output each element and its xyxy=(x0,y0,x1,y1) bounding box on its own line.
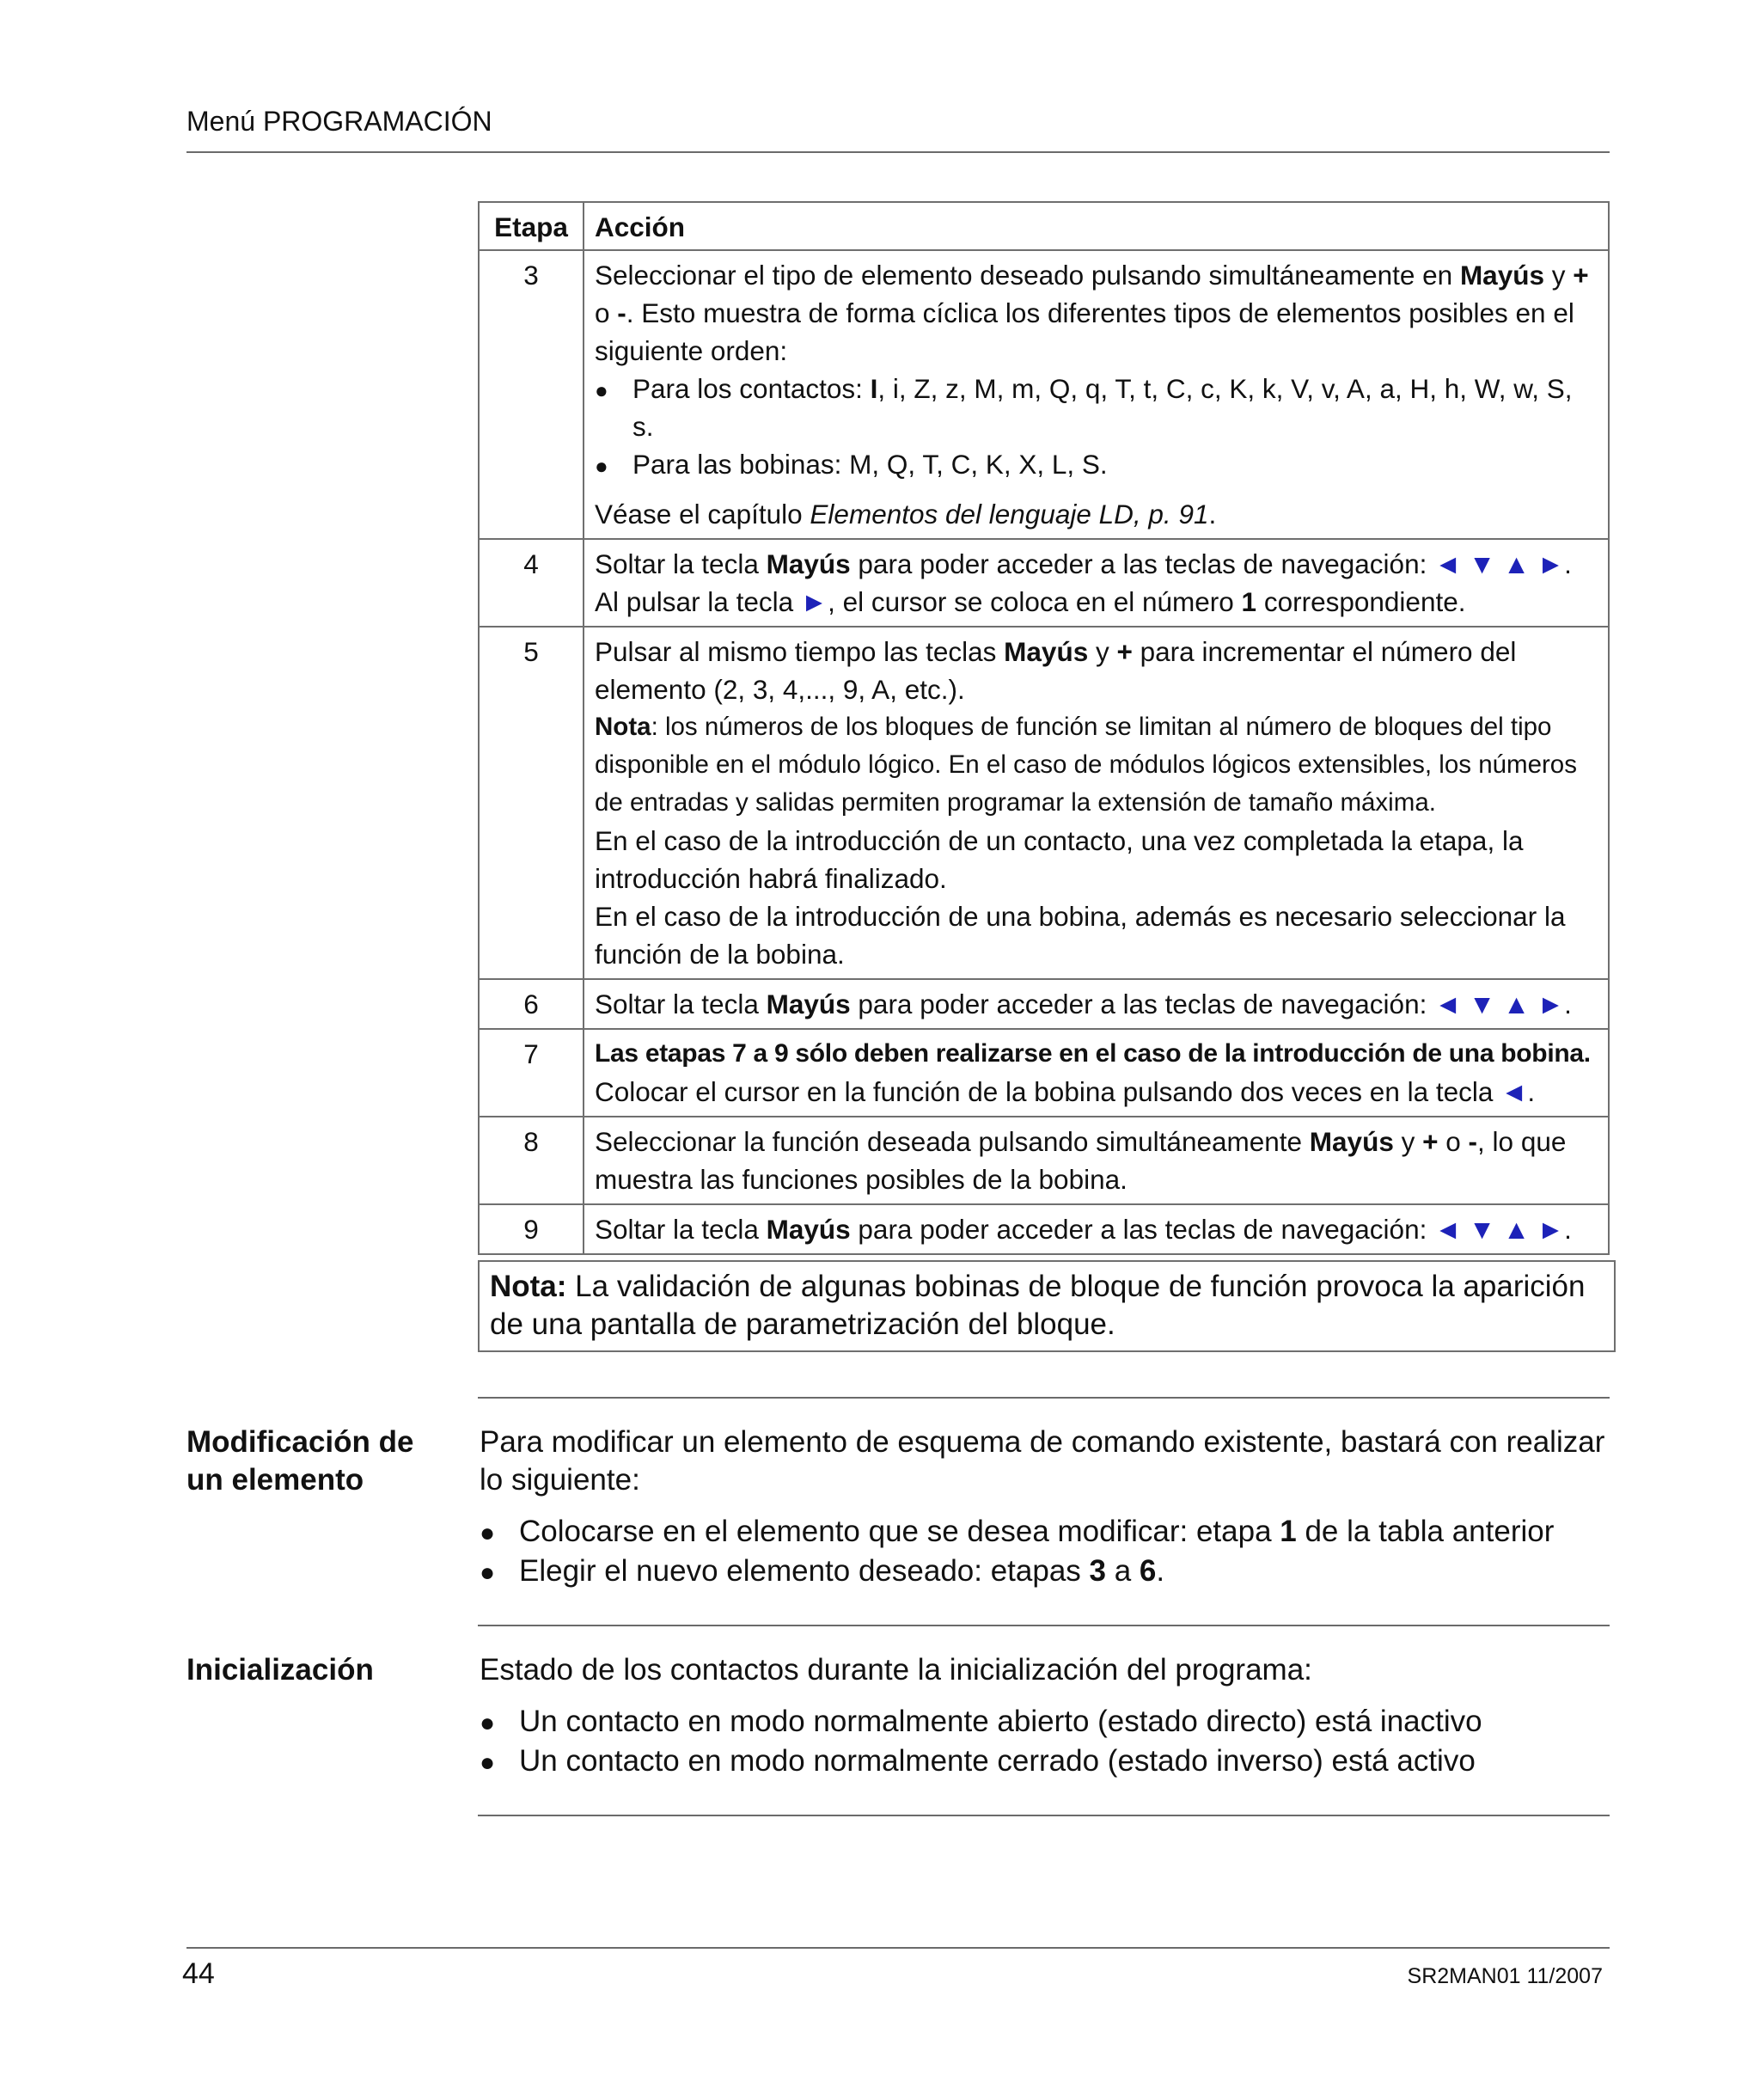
note-box xyxy=(478,1260,1616,1352)
navigation-arrows-icon: ◄ ▼ ▲ ► xyxy=(1434,989,1565,1019)
column-header-step: Etapa xyxy=(479,202,584,250)
table-row xyxy=(479,1029,1609,1117)
document-reference: SR2MAN01 11/2007 xyxy=(1407,1964,1603,1988)
list-item: ● Un contacto en modo normalmente abierto (estado directo) está inactivo xyxy=(480,1703,1605,1742)
page-number: 44 xyxy=(182,1957,215,1990)
chapter-reference: Elementos del lenguaje LD, p. 91 xyxy=(810,499,1209,530)
table-row xyxy=(479,250,1609,539)
step-number: 3 xyxy=(479,250,584,539)
bullet-icon: ● xyxy=(595,377,608,403)
step-action: Soltar la tecla Mayús para poder acceder a las teclas de navegación: ◄ ▼ ▲ ►. Al pulsar la tecla ►, el cursor se coloca en el número 1 correspondiente. xyxy=(584,539,1609,627)
step-action xyxy=(584,250,1609,539)
navigation-arrows-icon: ◄ ▼ ▲ ► xyxy=(1434,548,1565,579)
bullet-icon: ● xyxy=(480,1709,496,1737)
section-rule xyxy=(478,1397,1610,1399)
step-action: Seleccionar la función deseada pulsando simultáneamente Mayús y + o -, lo que muestra las funciones posibles de la bobina. xyxy=(584,1117,1609,1204)
list-item: ● Un contacto en modo normalmente cerrado (estado inverso) está activo xyxy=(480,1742,1605,1782)
list-item: ● Para los contactos: I, i, Z, z, M, m, Q, q, T, t, C, c, K, k, V, v, A, a, H, h, W, w, S, s. xyxy=(595,373,1573,442)
table-header-row xyxy=(479,202,1609,250)
table-row xyxy=(479,1204,1609,1254)
section-intro: Para modificar un elemento de esquema de comando existente, bastará con realizar lo siguiente: xyxy=(480,1425,1605,1497)
table-row xyxy=(479,979,1609,1029)
step-note: Nota: los números de los bloques de función se limitan al número de bloques del tipo disponible en el módulo lógico. En el caso de módulos lógicos extensibles, los números de entradas y salidas permiten programar la extensión de tamaño máxima. xyxy=(595,713,1577,817)
note-label: Nota: xyxy=(490,1270,567,1303)
bullet-icon: ● xyxy=(480,1748,496,1777)
list-item: ● Para las bobinas: M, Q, T, C, K, X, L, S. xyxy=(595,445,1599,485)
note-text: La validación de algunas bobinas de bloque de función provoca la aparición de una pantalla de parametrización del bloque. xyxy=(490,1270,1586,1341)
section-intro: Estado de los contactos durante la inicialización del programa: xyxy=(480,1653,1312,1687)
bullet-icon: ● xyxy=(595,453,608,479)
list-item: ● Colocarse en el elemento que se desea modificar: etapa 1 de la tabla anterior xyxy=(480,1513,1605,1552)
section-body-modify xyxy=(480,1423,1605,1592)
step-number: 4 xyxy=(479,539,584,627)
section-label-modify: Modificación de un elemento xyxy=(186,1425,414,1497)
step-number: 9 xyxy=(479,1204,584,1254)
list-item: ● Elegir el nuevo elemento deseado: etapas 3 a 6. xyxy=(480,1552,1605,1592)
procedure-table xyxy=(478,201,1610,1255)
right-arrow-icon: ► xyxy=(800,586,828,617)
section-rule xyxy=(478,1815,1610,1816)
table-row xyxy=(479,539,1609,627)
bullet-icon: ● xyxy=(480,1558,496,1587)
header-rule xyxy=(186,151,1610,153)
navigation-arrows-icon: ◄ ▼ ▲ ► xyxy=(1434,1214,1565,1245)
table-row xyxy=(479,1117,1609,1204)
running-header: Menú PROGRAMACIÓN xyxy=(186,106,492,137)
see-also-text: Véase el capítulo Elementos del lenguaje LD, p. 91. xyxy=(595,499,1217,530)
step-action: Soltar la tecla Mayús para poder acceder a las teclas de navegación: ◄ ▼ ▲ ►. xyxy=(584,1204,1609,1254)
footer-rule xyxy=(186,1947,1610,1949)
section-body-init xyxy=(480,1651,1605,1782)
step-number: 7 xyxy=(479,1029,584,1117)
table-row xyxy=(479,627,1609,979)
action-text: Seleccionar el tipo de elemento deseado pulsando simultáneamente en Mayús y + o -. Esto muestra de forma cíclica los diferentes tipos de elementos posibles en el siguiente orden: xyxy=(595,260,1589,366)
section-label-init: Inicialización xyxy=(186,1653,374,1687)
step-number: 6 xyxy=(479,979,584,1029)
step-action: Las etapas 7 a 9 sólo deben realizarse en el caso de la introducción de una bobina. Colocar el cursor en la función de la bobina pulsando dos veces en la tecla ◄. xyxy=(584,1029,1609,1117)
column-header-action: Acción xyxy=(584,202,1609,250)
step-number: 5 xyxy=(479,627,584,979)
step-action: Soltar la tecla Mayús para poder acceder a las teclas de navegación: ◄ ▼ ▲ ►. xyxy=(584,979,1609,1029)
bullet-icon: ● xyxy=(480,1519,496,1547)
step-number: 8 xyxy=(479,1117,584,1204)
section-rule xyxy=(478,1625,1610,1626)
left-arrow-icon: ◄ xyxy=(1500,1076,1528,1107)
step-action: Pulsar al mismo tiempo las teclas Mayús y + para incrementar el número del elemento (2, 3, 4,..., 9, A, etc.). Nota: los números de los bloques de función se limitan al número de bloques del tipo disponible en el módulo lógico. En el caso de módulos lógicos extensibles, los números de entradas y salidas permiten programar la extensión de tamaño máxima. En el caso de la introducción de un contacto, una vez completada la etapa, la introducción habrá finalizado. En el caso de la introducción de una bobina, además es necesario seleccionar la función de la bobina. xyxy=(584,627,1609,979)
